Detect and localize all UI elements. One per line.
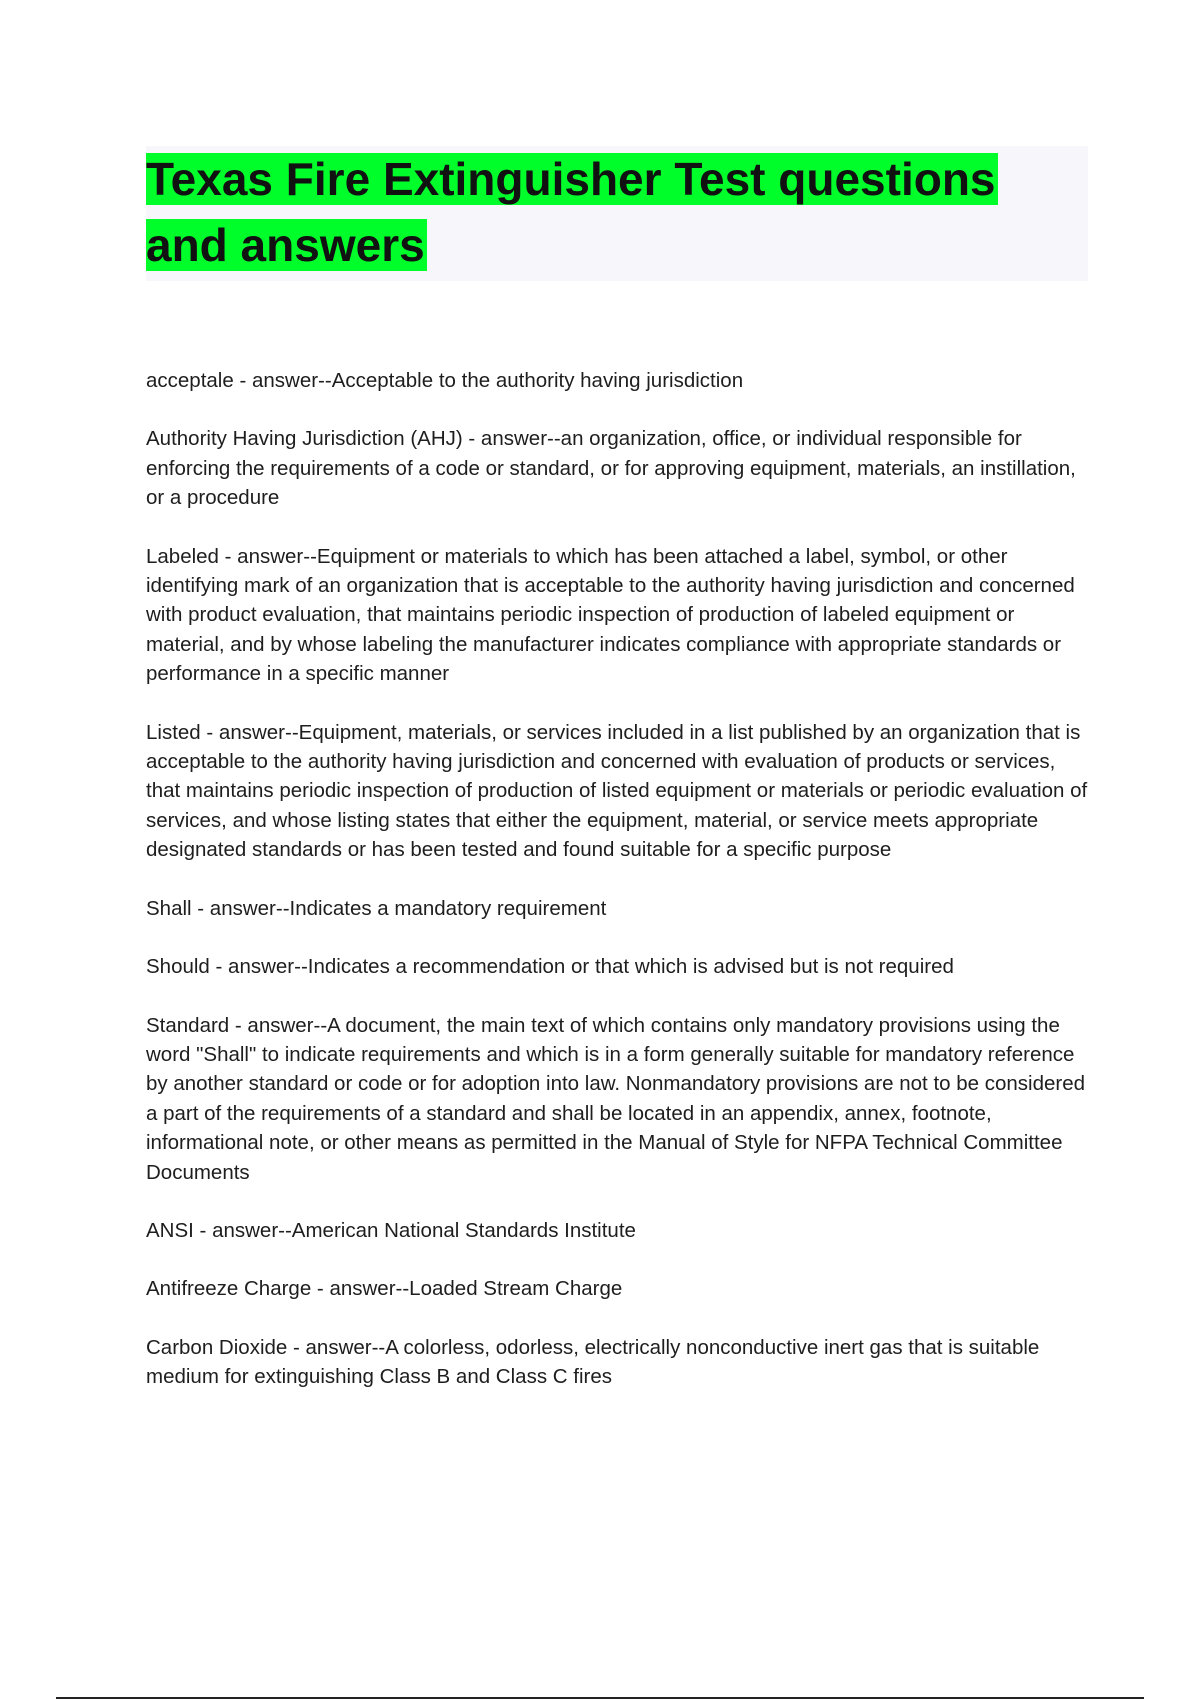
page-title — [146, 146, 1088, 278]
qa-entry-labeled: Labeled - answer--Equipment or materials to which has been attached a label, symbol, or other identifying mark of an organization that is acceptable to the authority having jurisdiction and concerned with product evaluation, that maintains periodic inspection of production of labeled equipment or material, and by whose labeling the manufacturer indicates compliance with appropriate standards or performance in a specific manner — [146, 544, 1075, 686]
footer-divider — [56, 1697, 1144, 1699]
qa-entry-ahj: Authority Having Jurisdiction (AHJ) - answer--an organization, office, or individual responsible for enforcing the requirements of a code or standard, or for approving equipment, materials, an instillation, or a procedure — [146, 427, 1076, 510]
qa-entry-listed: Listed - answer--Equipment, materials, or services included in a list published by an organization that is acceptable to the authority having jurisdiction and concerned with evaluation of products or services, that maintains periodic inspection of production of listed equipment or materials or periodic evaluation of services, and whose listing states that either the equipment, material, or service meets appropriate designated standards or has been tested and found suitable for a specific purpose — [146, 720, 1088, 862]
qa-entry-acceptable: acceptale - answer--Acceptable to the authority having jurisdiction — [146, 369, 744, 392]
qa-entry-should: Should - answer--Indicates a recommendation or that which is advised but is not required — [146, 955, 954, 979]
qa-entry-standard: Standard - answer--A document, the main text of which contains only mandatory provisions using the word "Shall" to indicate requirements and which is in a form generally suitable for mandatory reference by another standard or code or for adoption into law. Nonmandatory provisions are not to be considered a part of the requirements of a standard and shall be located in an appendix, annex, footnote, informational note, or other means as permitted in the Manual of Style for NFPA Technical Committee Documents — [146, 1013, 1086, 1184]
qa-entry-carbon-dioxide: Carbon Dioxide - answer--A colorless, odorless, electrically nonconductive inert gas that is suitable medium for extinguishing Class B and Class C fires — [146, 1335, 1040, 1389]
qa-entry-antifreeze-charge: Antifreeze Charge - answer--Loaded Stream Charge — [146, 1277, 623, 1301]
qa-entry-shall: Shall - answer--Indicates a mandatory requirement — [146, 896, 607, 920]
qa-list — [146, 366, 1088, 1421]
qa-entry-ansi: ANSI - answer--American National Standards Institute — [146, 1218, 636, 1242]
title-block — [146, 146, 1088, 281]
title-highlight: Texas Fire Extinguisher Test questions and answers — [146, 153, 996, 271]
